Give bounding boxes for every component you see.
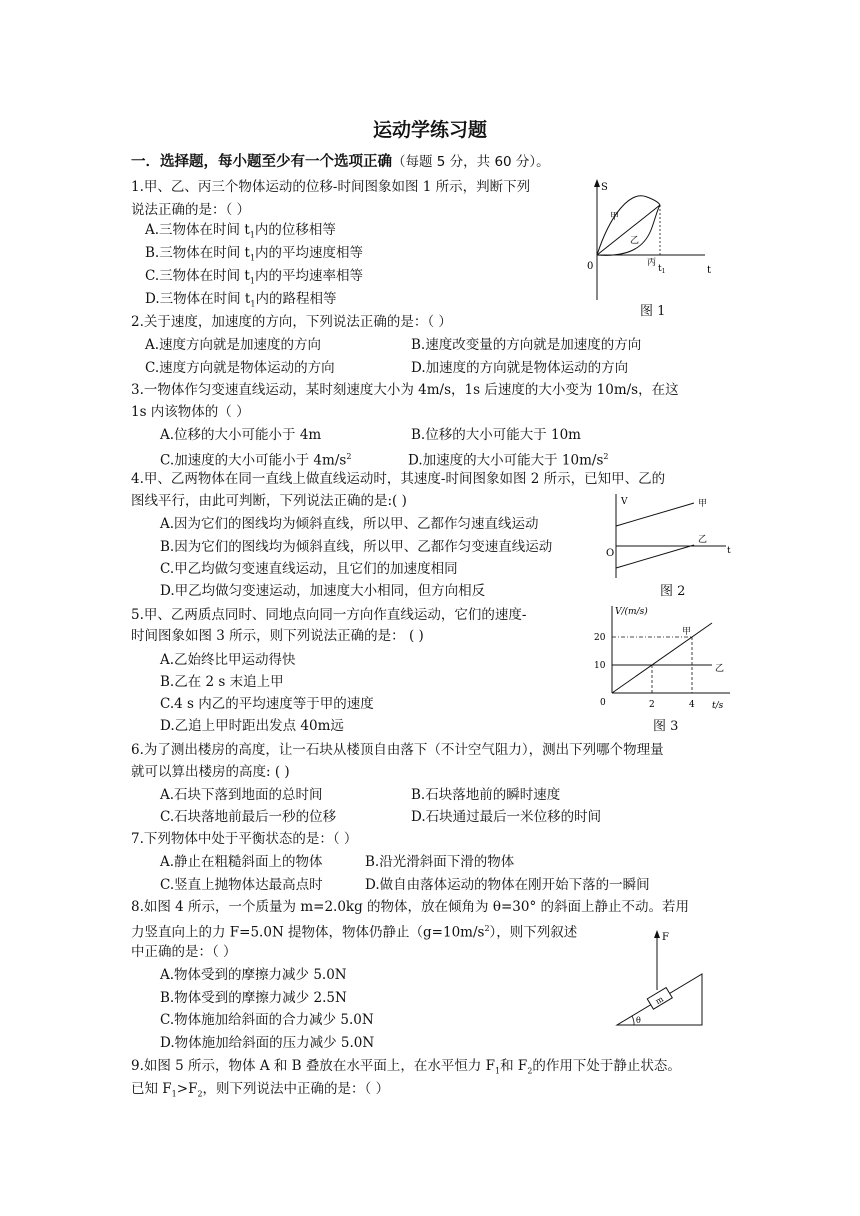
fig1-y-label: S	[601, 182, 608, 193]
fig2-y-label: V	[621, 497, 628, 507]
q3-option-d: D.加速度的大小可能大于 $10m/s^2$	[408, 452, 609, 469]
fig3-x-tick-4: 4	[689, 700, 695, 710]
figure-2-graph	[604, 490, 734, 582]
q4-option-b: B.因为它们的图线均为倾斜直线，所以甲、乙都作匀变速直线运动	[160, 539, 553, 555]
q6-option-a: A.石块下落到地面的总时间	[160, 787, 323, 803]
q8-option-a: A.物体受到的摩擦力减少 5.0N	[160, 967, 347, 983]
q4-stem-line1: 4.甲、乙两物体在同一直线上做直线运动时，其速度-时间图象如图 2 所示，已知甲、乙的	[131, 471, 666, 487]
q3-option-c: C.加速度的大小可能小于 $4m/s^2$	[160, 452, 352, 469]
fig2-line-yi	[616, 545, 694, 568]
q1-stem-line1: 1.甲、乙、丙三个物体运动的位移-时间图象如图 1 所示，判断下列	[131, 179, 531, 195]
q2-option-a: A.速度方向就是加速度的方向	[145, 337, 322, 353]
fig1-curve-jia	[597, 196, 660, 255]
q8-option-b: B.物体受到的摩擦力减少 2.5N	[160, 990, 347, 1006]
q3-option-b: B.位移的大小可能大于 10m	[411, 427, 581, 443]
q8-stem-line2: 力竖直向上的力 F=5.0N 提物体，物体仍静止$(g=10m/s^2)$，则下列叙述	[131, 924, 578, 941]
fig2-x-label: t	[727, 546, 731, 556]
block-label: m	[653, 994, 666, 1007]
q8-stem-line3: 中正确的是：（ ）	[131, 944, 237, 960]
fig3-label-jia: 甲	[682, 627, 692, 637]
q7-option-c: C.竖直上抛物体达最高点时	[160, 877, 323, 893]
fig3-series-jia	[612, 623, 712, 693]
section-title: 一．选择题，每小题至少有一个选项正确	[131, 154, 392, 170]
q6-option-d: D.石块通过最后一米位移的时间	[411, 809, 602, 825]
q2-option-c: C.速度方向就是物体运动的方向	[145, 360, 335, 376]
q7-stem: 7.下列物体中处于平衡状态的是：（ ）	[131, 831, 358, 847]
fig3-y-tick-20: 20	[594, 633, 606, 643]
angle-label: θ	[636, 1016, 641, 1025]
q5-stem-line1: 5.甲、乙两质点同时、同地点向同一方向作直线运动，它们的速度-	[131, 607, 527, 623]
fig1-x-label: t	[707, 265, 712, 276]
q1-option-a: A.三物体在时间 $t_1$内的位移相等	[145, 222, 336, 240]
q9-stem-line1: 9.如图 5 所示，物体 A 和 B 叠放在水平面上，在水平恒力 $F_1$和 $F_2$的作用下处于静止状态。	[131, 1058, 681, 1076]
q5-option-b: B.乙在 2 s 末追上甲	[160, 674, 284, 690]
q4-option-d: D.甲乙均做匀变速运动，加速度大小相同，但方向相反	[160, 583, 486, 599]
fig3-y-tick-10: 10	[594, 661, 606, 671]
fig1-origin: 0	[587, 261, 594, 272]
fig2-line-jia	[616, 503, 694, 526]
fig2-label-jia: 甲	[698, 499, 708, 509]
q7-option-b: B.沿光滑斜面下滑的物体	[365, 854, 515, 870]
q3-option-a: A.位移的大小可能小于 4m	[160, 427, 322, 443]
q5-option-c: C.4 s 内乙的平均速度等于甲的速度	[160, 696, 374, 712]
q8-stem-line1: 8.如图 4 所示，一个质量为 m=2.0kg 的物体，放在倾角为 θ=30° 的斜面上静止不动。若用	[131, 899, 689, 915]
q1-option-b: B.三物体在时间 $t_1$内的平均速度相等	[145, 245, 364, 263]
q8-option-d: D.物体施加给斜面的压力减少 5.0N	[160, 1035, 375, 1051]
q4-option-c: C.甲乙均做匀变速直线运动，且它们的加速度相同	[160, 561, 458, 577]
fig3-y-label: V/(m/s)	[615, 607, 648, 617]
q1-stem-line2: 说法正确的是：（ ）	[131, 202, 251, 218]
figure-1-graph	[585, 175, 725, 305]
q7-option-a: A.静止在粗糙斜面上的物体	[160, 854, 323, 870]
fig3-label-yi: 乙	[715, 664, 725, 674]
fig2-label-yi: 乙	[698, 535, 708, 545]
force-label: F	[662, 932, 669, 943]
figure-3-chart	[590, 600, 740, 715]
q4-option-a: A.因为它们的图线均为倾斜直线，所以甲、乙都作匀速直线运动	[160, 516, 539, 532]
q7-option-d: D.做自由落体运动的物体在刚开始下落的一瞬间	[365, 877, 650, 893]
fig1-label-yi: 乙	[630, 236, 640, 246]
fig1-label-bing: 丙	[647, 258, 657, 268]
page-title: 运动学练习题	[372, 119, 487, 141]
q6-option-c: C.石块落地前最后一秒的位移	[160, 809, 337, 825]
fig1-label-jia: 甲	[610, 212, 620, 222]
section-heading	[131, 150, 550, 171]
figure-3-caption: 图 3	[653, 719, 679, 734]
q6-stem-line1: 6.为了测出楼房的高度，让一石块从楼顶自由落下（不计空气阻力），测出下列哪个物理量	[131, 742, 664, 758]
q5-stem-line2: 时间图象如图 3 所示，则下列说法正确的是： ( )	[131, 628, 424, 644]
q8-option-c: C.物体施加给斜面的合力减少 5.0N	[160, 1012, 374, 1028]
section-note: （每题 5 分，共 60 分）。	[392, 154, 550, 170]
q2-option-b: B.速度改变量的方向就是加速度的方向	[411, 337, 642, 353]
figure-4-incline	[612, 922, 712, 1030]
q1-option-c: C.三物体在时间 $t_1$内的平均速率相等	[145, 268, 363, 286]
fig3-origin: 0	[600, 698, 606, 708]
q3-stem-line2: 1s 内该物体的（ ）	[131, 404, 250, 420]
figure-2-caption: 图 2	[660, 584, 686, 599]
q1-option-d: D.三物体在时间 $t_1$内的路程相等	[145, 291, 337, 309]
q3-stem-line1: 3.一物体作匀变速直线运动，某时刻速度大小为 4m/s，1s 后速度的大小变为 10m/s，在这	[131, 382, 679, 398]
q4-stem-line2: 图线平行，由此可判断，下列说法正确的是:( )	[131, 493, 407, 509]
q2-option-d: D.加速度的方向就是物体运动的方向	[411, 360, 629, 376]
figure-1-caption: 图 1	[640, 304, 666, 319]
fig3-x-label: t/s	[712, 701, 724, 711]
fig3-x-tick-2: 2	[649, 700, 655, 710]
q9-stem-line2: 已知 $F_1>F_2$，则下列说法中正确的是：（ ）	[131, 1081, 390, 1099]
q6-option-b: B.石块落地前的瞬时速度	[411, 787, 561, 803]
fig2-origin: O	[606, 548, 615, 559]
q5-option-d: D.乙追上甲时距出发点 40m远	[160, 718, 344, 734]
fig1-tick-t1: $t_1$	[658, 264, 666, 275]
q6-stem-line2: 就可以算出楼房的高度: ( )	[131, 764, 290, 780]
q5-option-a: A.乙始终比甲运动得快	[160, 652, 296, 668]
q2-stem: 2.关于速度，加速度的方向，下列说法正确的是：（ ）	[131, 314, 452, 330]
